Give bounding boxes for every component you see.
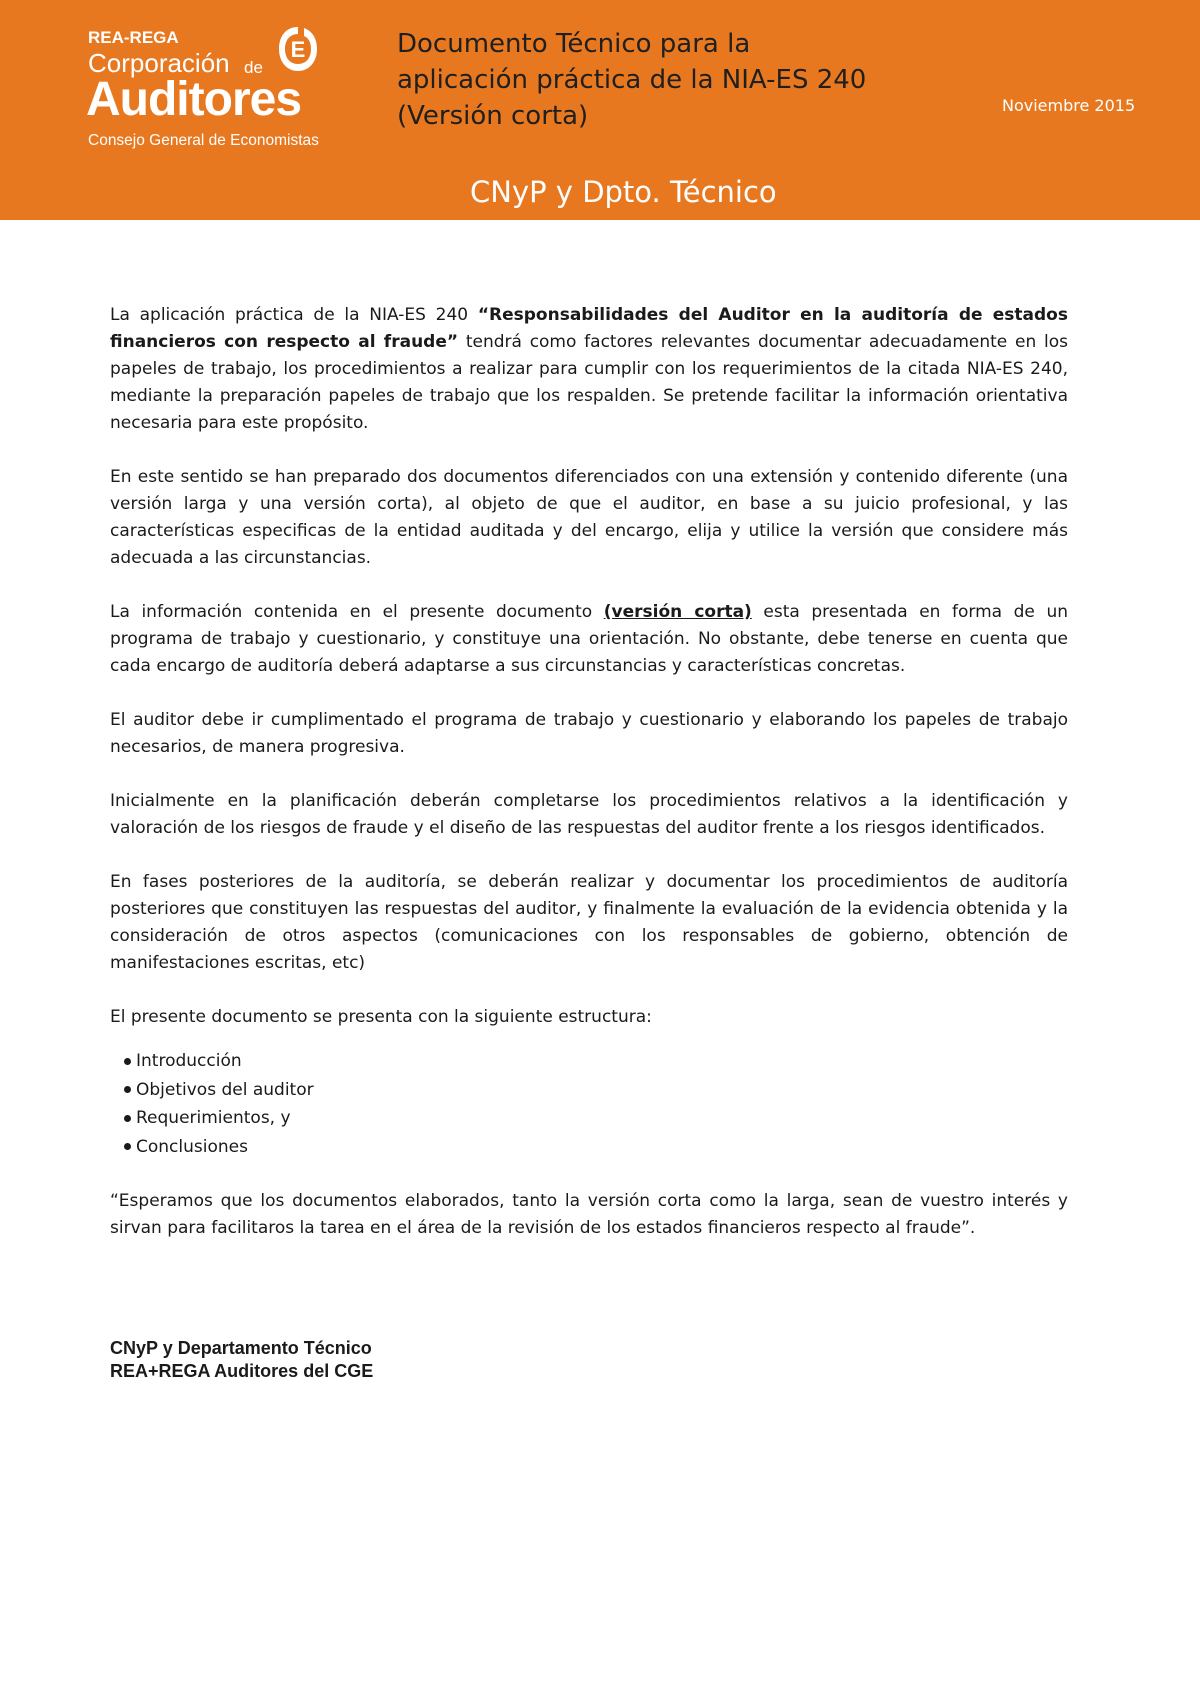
list-item-label: Objetivos del auditor: [136, 1079, 314, 1100]
paragraph-5: Inicialmente en la planificación deberán completarse los procedimientos relativos a la identificación y valoración de los riesgos de fraude y el diseño de las respuestas del auditor frente a los riesgos identificados.: [110, 791, 1068, 838]
logo-corporacion: Corporación: [88, 48, 230, 78]
document-title: [397, 26, 866, 134]
logo-de: de: [244, 58, 263, 77]
bullet-icon: [124, 1115, 131, 1122]
structure-list: [110, 1047, 1068, 1161]
emblem-letter: E: [290, 37, 306, 62]
title-line-3: (Versión corta): [397, 101, 589, 131]
paragraph-7: El presente documento se presenta con la siguiente estructura:: [110, 1007, 652, 1027]
paragraph-2: En este sentido se han preparado dos documentos diferenciados con una extensión y contenido diferente (una versión larga y una versión corta), al objeto de que el auditor, en base a su juicio profesional, y las características especificas de la entidad auditada y del encargo, elija y utilice la versión que considere más adecuada a las circunstancias.: [110, 467, 1068, 568]
p1-rest: tendrá como factores relevantes documentar adecuadamente en los papeles de trabajo, los procedimientos a realizar para cumplir con los requerimientos de la citada NIA-ES 240, mediante la preparación papeles de trabajo que los respalden. Se pretende facilitar la información orientativa necesaria para este propósito.: [110, 332, 1068, 433]
bullet-icon: [124, 1086, 131, 1093]
logo-consejo: Consejo General de Economistas: [88, 132, 319, 149]
paragraph-1: [110, 302, 1068, 437]
paragraph-6: En fases posteriores de la auditoría, se deberán realizar y documentar los procedimientos de auditoría posteriores que constituyen las respuestas del auditor, y finalmente la evaluación de la evidencia obtenida y la consideración de otros aspectos (comunicaciones con los responsables de gobierno, obtención de manifestaciones escritas, etc): [110, 872, 1068, 973]
paragraph-4: El auditor debe ir cumplimentado el programa de trabajo y cuestionario y elaborando los papeles de trabajo necesarios, de manera progresiva.: [110, 710, 1068, 757]
header-banner: [0, 0, 1200, 220]
logo-rea-rega: REA-REGA: [88, 28, 179, 47]
list-item: [124, 1076, 1068, 1105]
signature-line-2: REA+REGA Auditores del CGE: [110, 1361, 374, 1381]
paragraph-3: [110, 599, 1068, 680]
list-item-label: Conclusiones: [136, 1136, 248, 1157]
economistas-emblem-icon: [276, 24, 320, 74]
closing-paragraph: “Esperamos que los documentos elaborados, tanto la versión corta como la larga, sean de vuestro interés y sirvan para facilitaros la tarea en el área de la revisión de los estados financieros respecto al fraude”.: [110, 1191, 1068, 1238]
p1-intro: La aplicación práctica de la NIA-ES 240: [110, 305, 478, 325]
signature: [110, 1337, 373, 1383]
list-item-label: Introducción: [136, 1051, 242, 1071]
bullet-icon: [124, 1058, 131, 1065]
logo-auditores: Auditores: [86, 73, 302, 126]
p1-standard-title: “Responsabilidades del Auditor en la auditoría de estados financieros con respecto al fraude”: [110, 305, 1068, 352]
list-item: [124, 1104, 1068, 1133]
list-item: [124, 1047, 1068, 1076]
document-subtitle: CNyP y Dpto. Técnico: [470, 175, 777, 209]
list-item-label: Requerimientos, y: [136, 1108, 291, 1128]
bullet-icon: [124, 1143, 131, 1150]
p3-rest: esta presentada en forma de un programa de trabajo y cuestionario, y constituye una orientación. No obstante, debe tenerse en cuenta que cada encargo de auditoría deberá adaptarse a sus circunstancias y características concretas.: [110, 602, 1069, 676]
document-date: Noviembre 2015: [1002, 96, 1136, 115]
title-line-2: aplicación práctica de la NIA-ES 240: [397, 65, 867, 95]
p3-version-label: (versión corta): [603, 602, 752, 622]
document-body: [110, 302, 1068, 1269]
signature-line-1: CNyP y Departamento Técnico: [110, 1338, 372, 1358]
title-line-1: Documento Técnico para la: [397, 29, 751, 59]
list-item: [124, 1133, 1068, 1162]
p3-intro: La información contenida en el presente documento: [110, 602, 604, 622]
